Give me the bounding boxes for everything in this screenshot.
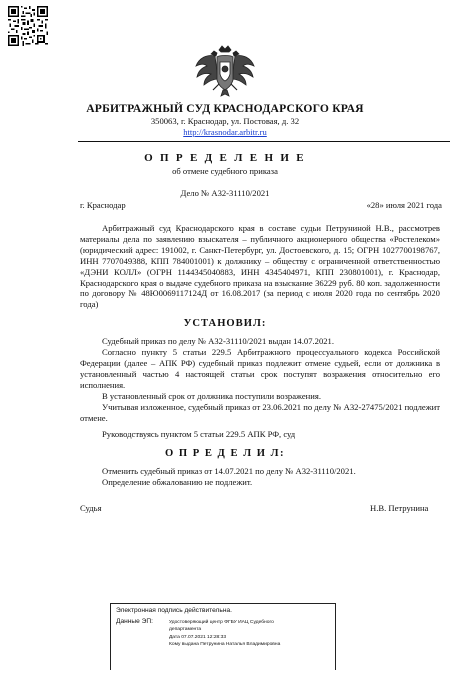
intro-line: общества «Ростелеком» (юридический адрес: 191002, г. Санкт-Петербург, ул. (80, 233, 441, 255)
established-paragraph-4 (80, 402, 440, 424)
intro-line: Достоевского, д. 15; ОГРН 1027700198767, ИНН 7707049388, КПП 784001001) к (80, 244, 440, 266)
qr-code (8, 6, 48, 46)
e-signature-issuer: Удостоверяющий центр ФГБУ ИАЦ Судебного (169, 620, 274, 625)
court-name: АРБИТРАЖНЫЙ СУД КРАСНОДАРСКОГО КРАЯ (86, 102, 364, 115)
established-line: Учитывая изложенное, судебный приказ от 23.06.2021 по делу № А32-27475/2021 (102, 402, 403, 412)
document-city: г. Краснодар (80, 200, 126, 210)
intro-line: должнику – обществу с ограниченной ответственностью «ДЭНИ КОЛЛ» (ОГРН (80, 255, 441, 277)
document-title: О П Р Е Д Е Л Е Н И Е (144, 152, 306, 164)
double-headed-eagle-emblem (193, 44, 257, 100)
established-line: относительно его исполнения. (80, 368, 440, 390)
court-address: 350063, г. Краснодар, ул. Постовая, д. 32 (150, 116, 300, 126)
court-website (0, 127, 450, 137)
established-paragraph-1: Судебный приказ по делу № А32-31110/2021 выдан 14.07.2021. (102, 336, 334, 346)
e-signature-details (169, 619, 333, 648)
established-line: подлежит отмене. (80, 402, 440, 423)
header-divider (78, 141, 450, 142)
e-signature-data-label: Данные ЭП: (116, 618, 153, 625)
judge-label: Судья (80, 503, 102, 513)
e-signature-issued-to: Кому выдана Петрунина Наталья Владимировна (169, 641, 281, 647)
intro-line: 1144345040883, ИНН 4345404971, КПП 230801001), г. Краснодар, Краснодарского края о (80, 266, 440, 288)
intro-line: 48Ю0069117124Д от 16.08.2017 (за период с июля 2020 года по сентябрь 2020 года) (80, 288, 440, 310)
intro-line: рассмотрев материалы дела по заявлению взыскателя – публичного акционерного (80, 223, 440, 244)
court-website-link[interactable]: http://krasnodar.arbitr.ru (183, 127, 267, 137)
case-number: Дело № А32-31110/2021 (180, 188, 270, 198)
established-line: от должника в установленный частью 4 настоящей статьи срок поступят возражения (80, 357, 441, 379)
established-line: Российской Федерации (далее – АПК РФ) судебный приказ подлежит отмене судьей, если (80, 347, 440, 368)
document-date: «28» июля 2021 года (366, 200, 442, 210)
established-heading: УСТАНОВИЛ: (183, 318, 267, 329)
e-signature-stamp (110, 603, 336, 670)
judge-name: Н.В. Петрунина (370, 503, 429, 513)
established-line: Согласно пункту 5 статьи 229.5 Арбитражного процессуального кодекса (102, 347, 392, 357)
ruling-paragraph-2: Определение обжалованию не подлежит. (102, 477, 253, 487)
ruling-heading: О П Р Е Д Е Л И Л: (164, 448, 286, 459)
established-paragraph-2 (80, 347, 440, 391)
established-paragraph-5: Руководствуясь пунктом 5 статьи 229.5 АПК РФ, суд (102, 429, 296, 439)
intro-line: выдаче судебного приказа на взыскание 36229 руб. 80 коп. задолженности по договору № (80, 277, 440, 299)
e-signature-valid-text: Электронная подпись действительна. (116, 607, 232, 614)
ruling-paragraph-1: Отменить судебный приказ от 14.07.2021 по делу № А32-31110/2021. (102, 466, 356, 476)
established-paragraph-3: В установленный срок от должника поступили возражения. (102, 391, 321, 401)
e-signature-issuer-cont: департамента (169, 627, 202, 633)
intro-paragraph (80, 223, 440, 310)
document-subtitle: об отмене судебного приказа (172, 166, 278, 176)
intro-line: Арбитражный суд Краснодарского края в составе судьи Петруниной Н.В., (102, 223, 394, 233)
e-signature-date: Дата 07.07.2021 12:28:33 (169, 634, 227, 640)
